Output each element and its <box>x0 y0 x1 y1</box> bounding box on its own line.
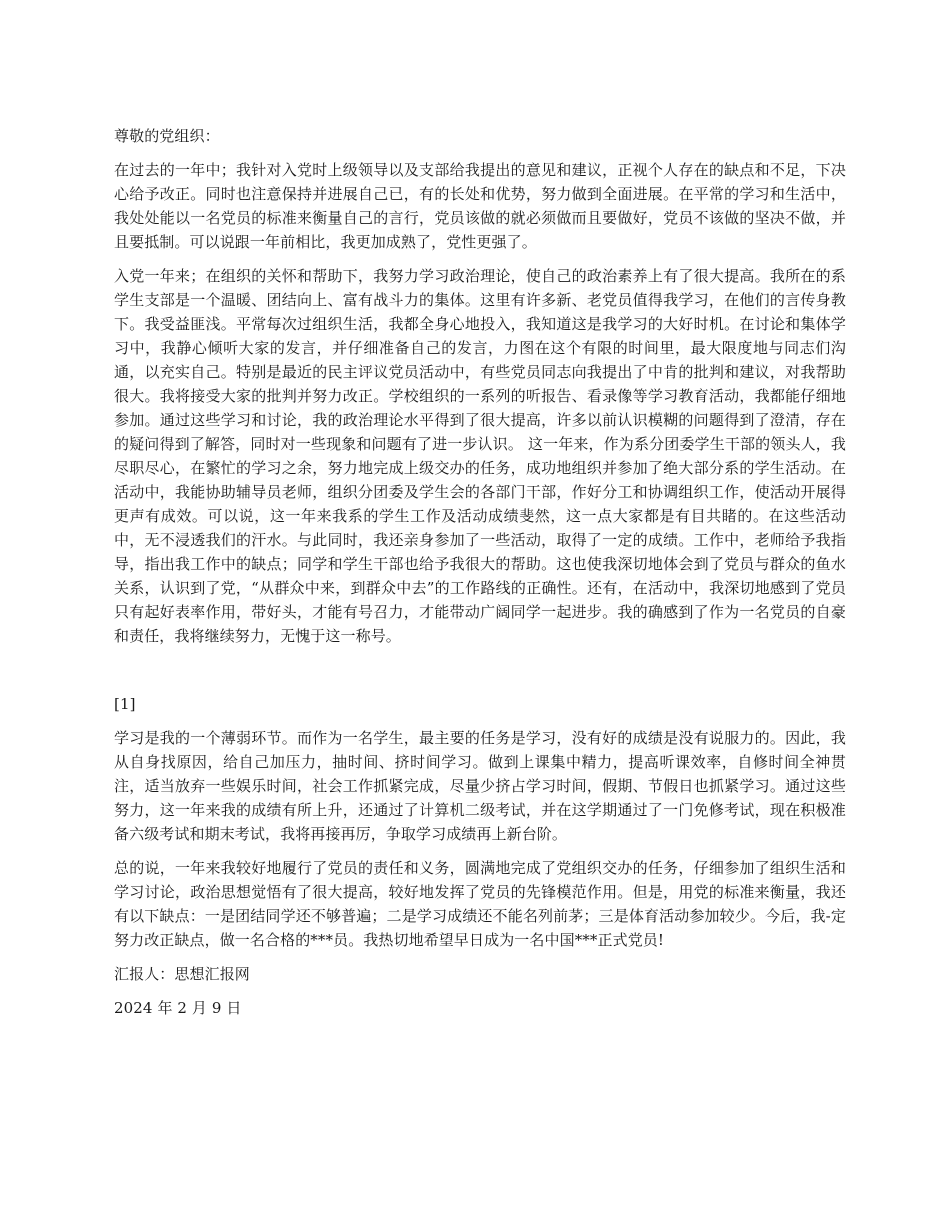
date-line: 2024 年 2 月 9 日 <box>114 999 242 1017</box>
paragraph-1: 在过去的一年中；我针对入党时上级领导以及支部给我提出的意见和建议，正视个人存在的缺点和不足，下决心给予改正。同时也注意保持并进展自己已，有的长处和优势，努力做到全面进展。在平常的学习和生活中，我处处能以一名党员的标准来衡量自己的言行，党员该做的就必须做而且要做好，党员不该做的坚决不做，并且要抵制。可以说跟一年前相比，我更加成熟了，党性更强了。 <box>114 161 846 251</box>
reference-marker: [1] <box>114 695 136 713</box>
paragraph-2: 入党一年来；在组织的关怀和帮助下，我努力学习政治理论，使自己的政治素养上有了很大提高。我所在的系学生支部是一个温暖、团结向上、富有战斗力的集体。这里有许多新、老党员值得我学习，在他们的言传身教下。我受益匪浅。平常每次过组织生活，我都全身心地投入，我知道这是我学习的大好时机。在讨论和集体学习中，我静心倾听大家的发言，并仔细准备自己的发言，力图在这个有限的时间里，最大限度地与同志们沟通，以充实自己。特别是最近的民主评议党员活动中，有些党员同志向我提出了中肯的批判和建议，对我帮助很大。我将接受大家的批判并努力改正。学校组织的一系列的听报告、看录像等学习教育活动，我都能仔细地参加。通过这些学习和讨论，我的政治理论水平得到了很大提高，许多以前认识模糊的问题得到了澄清，存在的疑问得到了解答，同时对一些现象和问题有了进一步认识。 这一年来，作为系分团委学生干部的领头人，我尽职尽心，在繁忙的学习之余，努力地完成上级交办的任务，成功地组织并参加了绝大部分系的学生活动。在活动中，我能协助辅导员老师，组织分团委及学生会的各部门干部，作好分工和协调组织工作，使活动开展得更声有成效。可以说，这一年来我系的学生工作及活动成绩斐然，这一点大家都是有目共睹的。在这些活动中，无不浸透我们的汗水。与此同时，我还亲身参加了一些活动，取得了一定的成绩。工作中，老师给予我指导，指出我工作中的缺点；同学和学生干部也给予我很大的帮助。这也使我深切地体会到了党员与群众的鱼水关系，认识到了党，“从群众中来，到群众中去”的工作路线的正确性。还有，在活动中，我深切地感到了党员只有起好表率作用，带好头，才能有号召力，才能带动广阔同学一起进步。我的确感到了作为一名党员的自豪和责任，我将继续努力，无愧于这一称号。 <box>114 267 846 645</box>
document-body <box>114 124 846 1030</box>
paragraph-3: 学习是我的一个薄弱环节。而作为一名学生，最主要的任务是学习，没有好的成绩是没有说服力的。因此，我从自身找原因，给自己加压力，抽时间、挤时间学习。做到上课集中精力，提高听课效率，自修时间全神贯注，适当放弃一些娱乐时间，社会工作抓紧完成，尽量少挤占学习时间，假期、节假日也抓紧学习。通过这些努力，这一年来我的成绩有所上升，还通过了计算机二级考试，并在这学期通过了一门免修考试，现在积极准备六级考试和期末考试，我将再接再厉，争取学习成绩再上新台阶。 <box>114 729 846 843</box>
reporter-line: 汇报人：思想汇报网 <box>114 965 250 983</box>
greeting: 尊敬的党组织： <box>114 127 220 145</box>
section-spacer <box>114 658 846 692</box>
paragraph-4: 总的说，一年来我较好地履行了党员的责任和义务，圆满地完成了党组织交办的任务，仔细参加了组织生活和学习讨论，政治思想觉悟有了很大提高，较好地发挥了党员的先锋模范作用。但是，用党的标准来衡量，我还有以下缺点：一是团结同学还不够普遍；二是学习成绩还不能名列前茅；三是体育活动参加较少。今后，我-定努力改正缺点，做一名合格的***员。我热切地希望早日成为一名中国***正式党员! <box>114 859 846 949</box>
